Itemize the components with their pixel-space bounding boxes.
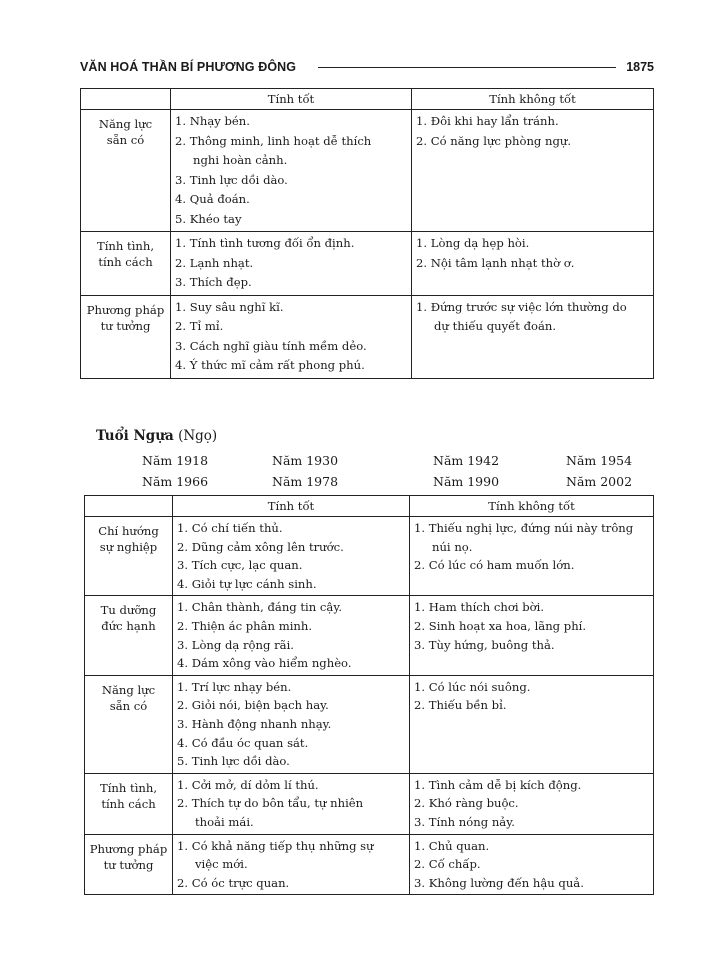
table-row [81,110,654,232]
category-cell [85,517,173,596]
bad-traits-cell [410,596,654,675]
year-item: Năm 1918 [142,453,209,468]
bad-traits-cell [410,675,654,773]
item-text: 2. Giỏi nói, biện bạch hay. [177,698,329,713]
item-text: 1. Lòng dạ hẹp hòi. [416,236,530,250]
item-text-continuation: nghi hoàn cảnh. [193,153,288,167]
item-text: 2. Tỉ mỉ. [175,319,224,333]
list-item [177,654,405,673]
list-item [177,752,405,771]
table-row [85,834,654,895]
item-text: 1. Chủ quan. [414,838,490,853]
table-row [85,517,654,596]
list-item [175,317,407,337]
item-text: 1. Có lúc nói suông. [414,679,531,694]
good-traits-cell [171,110,412,232]
item-text: 4. Dám xông vào hiểm nghèo. [177,656,352,671]
item-text: 4. Quả đoán. [175,192,250,206]
item-text: 3. Tính nóng nảy. [414,814,515,829]
category-label-line-2: tính cách [101,796,156,811]
list-item [177,715,405,734]
running-header [80,58,654,78]
zodiac-name: Tuổi Ngựa [96,428,174,444]
list-item [416,112,649,132]
year-item: Năm 1978 [272,474,339,489]
item-text: 2. Thiện ác phân minh. [177,618,313,633]
column-header-bad: Tính không tốt [410,496,654,517]
bad-traits-cell [410,834,654,895]
corner-cell [81,89,171,110]
table-row [81,295,654,378]
list-item [177,874,405,893]
category-label-line-2: tư tưởng [100,318,151,333]
table-row [85,675,654,773]
list-item [414,855,649,874]
item-text: 2. Nội tâm lạnh nhạt thờ ơ. [416,255,575,270]
column-header-good: Tính tốt [173,496,410,517]
list-item [414,617,649,636]
category-cell [81,232,171,296]
list-item [175,298,407,318]
bad-traits-cell [412,295,654,378]
zodiac-branch: (Ngọ) [173,428,218,444]
item-text: 3. Thích đẹp. [175,275,252,289]
item-text: 2. Lạnh nhạt. [175,255,254,270]
list-item [177,678,405,697]
list-item [175,190,407,210]
list-item [177,837,405,874]
category-label-line-2: tư tưởng [103,857,154,872]
page-number: 1875 [626,60,654,74]
good-traits-cell [173,773,410,834]
list-item [416,298,649,337]
list-item [175,210,407,230]
column-header-good: Tính tốt [171,89,412,110]
list-item [414,556,649,575]
item-text: 4. Giỏi tự lực cánh sinh. [177,576,317,591]
category-label-line-2: đức hạnh [101,619,156,634]
item-text: 1. Thiếu nghị lực, đứng núi này trông [414,521,634,535]
list-item [414,636,649,655]
list-item [414,813,649,832]
item-text: 1. Tình cảm dễ bị kích động. [414,777,582,792]
item-text: 1. Suy sâu nghĩ kĩ. [175,299,284,314]
item-text: 1. Đứng trước sự việc lớn thường do [416,299,627,314]
list-item [416,234,649,254]
item-text: 2. Khó ràng buộc. [414,796,519,811]
list-item [175,171,407,191]
category-cell [85,675,173,773]
year-item: Năm 1966 [142,474,209,489]
column-header-bad: Tính không tốt [412,89,654,110]
category-label-line-2: sẵn có [109,698,148,713]
good-traits-cell [173,675,410,773]
item-text-continuation: núi nọ. [432,539,473,554]
category-label-line-1: Tu dưỡng [100,603,157,618]
item-text: 1. Có khả năng tiếp thụ những sự [177,838,374,853]
list-item [177,519,405,538]
book-title: VĂN HOÁ THẦN BÍ PHƯƠNG ĐÔNG [80,60,297,74]
item-text: 4. Ý thức mĩ cảm rất phong phú. [175,358,365,372]
item-text: 2. Dũng cảm xông lên trước. [177,539,344,554]
item-text: 2. Thông minh, linh hoạt dễ thích [175,133,372,148]
category-label-line-2: sự nghiệp [99,540,158,554]
list-item [175,254,407,274]
item-text: 3. Cách nghĩ giàu tính mềm dẻo. [175,338,367,353]
list-item [177,794,405,831]
item-text: 5. Khéo tay [175,211,242,226]
item-text-continuation: việc mới. [195,857,248,872]
table-row [81,232,654,296]
list-item [175,234,407,254]
table-header-row [85,496,654,517]
item-text: 2. Thiếu bền bỉ. [414,698,507,713]
item-text: 1. Đôi khi hay lẩn tránh. [416,114,559,128]
list-item [177,636,405,655]
item-text: 2. Có lúc có ham muốn lớn. [414,558,575,573]
year-item: Năm 2002 [566,474,633,489]
bad-traits-cell [412,232,654,296]
item-text: 3. Tinh lực dồi dào. [175,172,288,187]
list-item [177,575,405,594]
list-item [414,837,649,856]
item-text: 1. Có chí tiến thủ. [177,521,283,535]
list-item [175,132,407,171]
year-item: Năm 1990 [433,474,500,489]
item-text: 3. Không lường đến hậu quả. [414,875,584,890]
list-item [175,356,407,376]
item-text: 1. Nhạy bén. [175,114,250,128]
year-item: Năm 1954 [566,453,633,468]
category-label-line-1: Năng lực [98,117,153,131]
list-item [177,538,405,557]
category-label-line-1: Tính tình, [99,780,158,795]
category-label-line-1: Phương pháp [89,841,168,856]
category-label-line-1: Năng lực [101,682,156,697]
category-cell [81,295,171,378]
table-row [85,596,654,675]
bad-traits-cell [410,773,654,834]
bad-traits-cell [412,110,654,232]
header-rule [318,67,616,68]
list-item [177,598,405,617]
table-header-row [81,89,654,110]
good-traits-cell [173,596,410,675]
list-item [414,874,649,893]
category-label-line-1: Chí hướng [98,524,159,538]
year-item: Năm 1942 [433,453,500,468]
list-item [414,678,649,697]
bad-traits-cell [410,517,654,596]
item-text: 1. Tính tình tương đối ổn định. [175,236,355,250]
traits-table-1 [80,88,654,379]
category-cell [85,773,173,834]
item-text: 2. Thích tự do bôn tẩu, tự nhiên [177,796,364,811]
list-item [416,132,649,152]
item-text-continuation: dự thiếu quyết đoán. [434,319,557,333]
list-item [175,337,407,357]
table-row [85,773,654,834]
good-traits-cell [171,232,412,296]
traits-table-2 [84,495,654,895]
item-text: 2. Sinh hoạt xa hoa, lãng phí. [414,618,587,633]
list-item [414,696,649,715]
list-item [414,794,649,813]
category-cell [81,110,171,232]
list-item [177,556,405,575]
item-text: 2. Có năng lực phòng ngự. [416,133,572,148]
list-item [414,776,649,795]
good-traits-cell [171,295,412,378]
category-label-line-2: tính cách [98,255,153,269]
category-cell [85,834,173,895]
category-cell [85,596,173,675]
item-text: 3. Lòng dạ rộng rãi. [177,637,294,652]
item-text: 2. Cố chấp. [414,857,481,872]
list-item [177,776,405,795]
list-item [175,273,407,293]
item-text: 1. Trí lực nhạy bén. [177,679,292,694]
category-label-line-1: Phương pháp [86,302,165,317]
category-label-line-1: Tính tình, [96,239,155,253]
list-item [175,112,407,132]
item-text: 1. Ham thích chơi bời. [414,600,545,615]
category-label-line-2: sẵn có [106,133,145,147]
item-text: 2. Có óc trực quan. [177,875,290,890]
item-text: 5. Tinh lực dồi dào. [177,754,290,769]
item-text: 3. Tích cực, lạc quan. [177,558,303,573]
item-text-continuation: thoải mái. [195,814,254,829]
item-text: 3. Hành động nhanh nhạy. [177,716,332,731]
list-item [414,519,649,556]
list-item [177,734,405,753]
item-text: 4. Có đầu óc quan sát. [177,735,309,750]
good-traits-cell [173,834,410,895]
item-text: 3. Tùy hứng, buông thả. [414,637,555,652]
list-item [177,617,405,636]
good-traits-cell [173,517,410,596]
year-item: Năm 1930 [272,453,339,468]
list-item [416,254,649,274]
section-title [96,428,217,444]
item-text: 1. Chân thành, đáng tin cậy. [177,600,343,615]
list-item [414,598,649,617]
list-item [177,696,405,715]
corner-cell [85,496,173,517]
item-text: 1. Cởi mở, dí dỏm lí thú. [177,777,319,792]
